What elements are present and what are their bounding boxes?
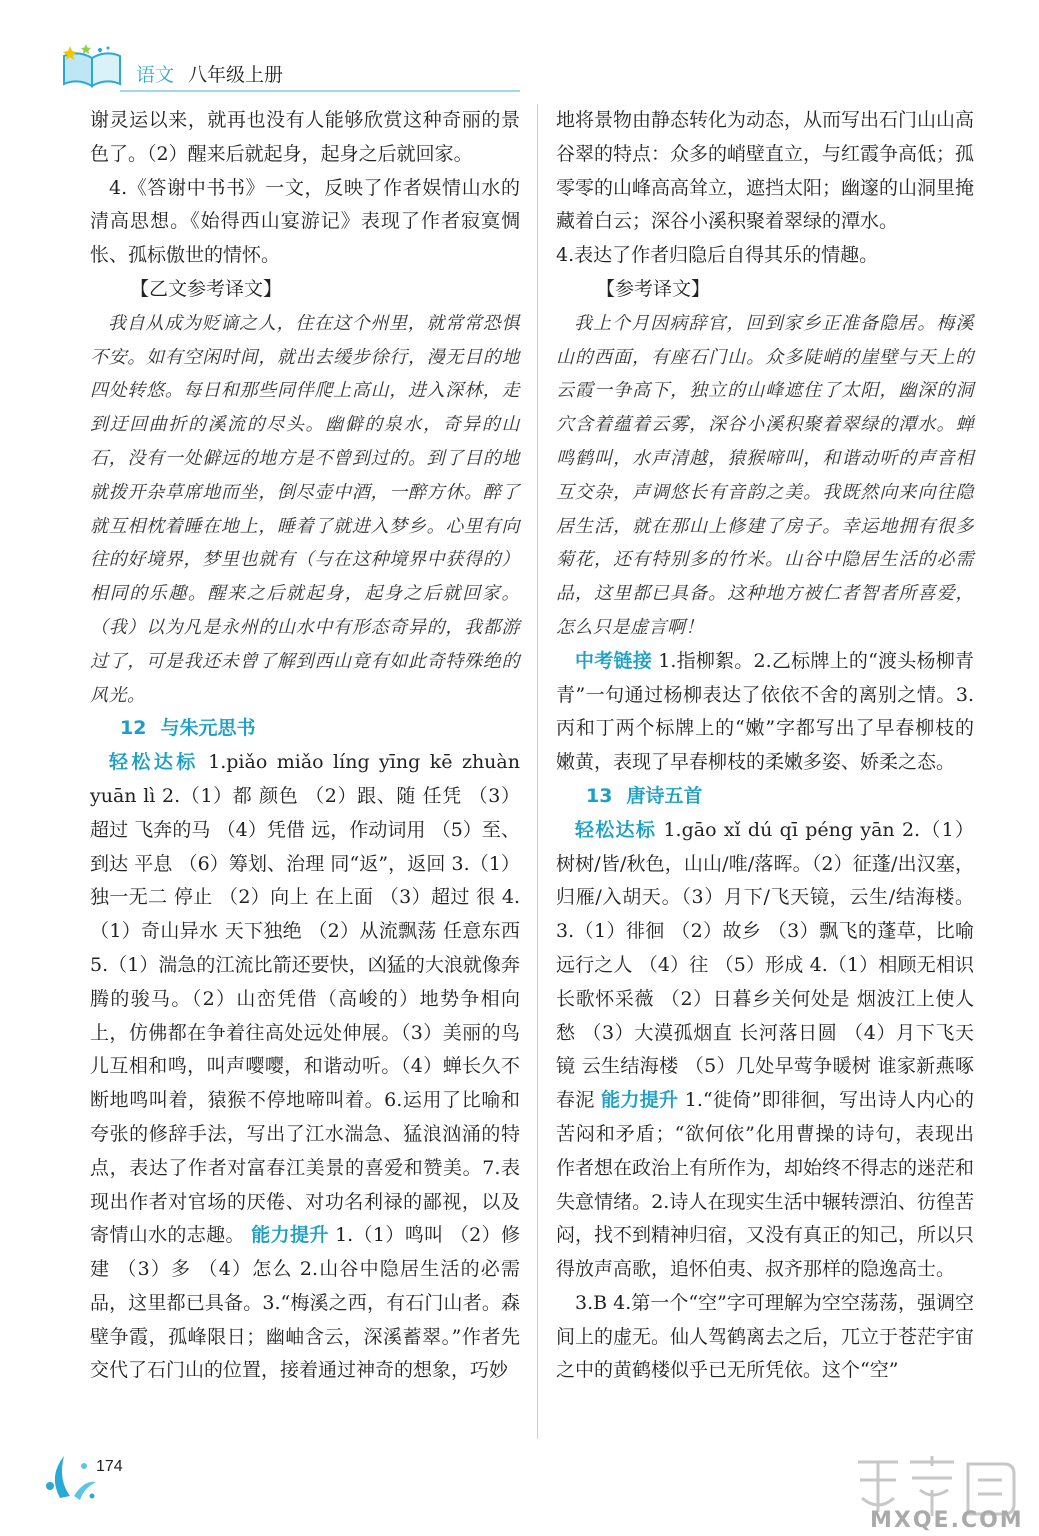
page-number: 174: [96, 1458, 123, 1475]
translation-text: 我自从成为贬谪之人，住在这个州里，就常常恐惧不安。如有空闲时间，就出去缓步徐行，漫无目的地四处转悠。每日和那些同伴爬上高山，进入深林，走到迂回曲折的溪流的尽头。幽僻的泉水，奇异的山石，没有一处僻远的地方是不曾到过的。到了目的地就拨开杂草席地而坐，倒尽壶中酒，一醉方休。醉了就互相枕着睡在地上，睡着了就进入梦乡。心里有向往的好境界，梦里也就有（与在这种境界中获得的）相同的乐趣。醒来之后就起身，起身之后就回家。（我）以为凡是永州的山水中有形态奇异的，我都游过了，可是我还未曾了解到西山竟有如此奇特殊绝的风光。: [90, 312, 520, 706]
section-title: 唐诗五首: [626, 784, 703, 807]
page-header: [60, 38, 520, 98]
answer-text: 1.（1）鸣叫 （2）修建 （3）多 （4）怎么 2.山谷中隐居生活的必需品，这里都已具备。3.“梅溪之西，有石门山者。森壁争霞，孤峰限日；幽岫含云，深溪蓄翠。”作者先交代了石门山的位置，接着通过神奇的想象，巧妙: [90, 1224, 520, 1382]
answer-block: [556, 814, 974, 1287]
answer-text: 1.piǎo miǎo líng yīng kē zhuàn yuān lì 2.（1）都 颜色 （2）跟、随 任凭 （3）超过 飞奔的马 （4）凭借 远，作动词用 （5）至、到达 平息 （6）筹划、治理 同“返”，返回 3.（1）独一无二 停止 （2）向上 在上面 （3）超过 很 4.（1）奇山异水 天下独绝 （2）从流飘荡 任意东西 5.（1）湍急的江流比箭还要快，凶猛的大浪就像奔腾的骏马。（2）山峦凭借（高峻的）地势争相向上，仿佛都在争着往高处远处伸展。（3）美丽的鸟儿互相和鸣，叫声嘤嘤，和谐动听。（4）蝉长久不断地鸣叫着，猿猴不停地啼叫着。6.运用了比喻和夸张的修辞手法，写出了江水湍急、猛浪汹涌的特点，表达了作者对富春江美景的喜爱和赞美。7.表现出作者对官场的厌倦、对功名利禄的鄙视，以及寄情山水的志趣。: [90, 751, 520, 1247]
section-heading: [90, 712, 520, 746]
label-improve: 能力提升: [251, 1224, 329, 1247]
label-improve: 能力提升: [601, 1089, 679, 1112]
label-easy: 轻松达标: [109, 751, 199, 774]
answer-text: 1.指柳絮。2.乙标牌上的“渡头杨柳青青”一句通过杨柳表达了依依不舍的离别之情。3.丙和丁两个标牌上的“嫩”字都写出了早春柳枝的嫩黄，表现了早春柳枝的柔嫩多姿、娇柔之态。: [556, 649, 974, 774]
answer-text: 1.gāo xǐ dú qī péng yān 2.（1）树树/皆/秋色，山山/唯/落晖。（2）征蓬/出汉塞，归雁/入胡天。（3）月下/飞天镜，云生/结海楼。3.（1）徘徊 （2）故乡 （3）飘飞的蓬草，比喻远行之人 （4）往 （5）形成 4.（1）相顾无相识 长歌怀采薇 （2）日暮乡关何处是 烟波江上使人愁 （3）大漠孤烟直 长河落日圆 （4）月下飞天镜 云生结海楼 （5）几处早莺争暖树 谁家新燕啄春泥: [556, 818, 975, 1112]
answer-block: [90, 746, 520, 1388]
watermark-url: MXQE.COM: [870, 1508, 1024, 1533]
grade-label: 八年级上册: [188, 64, 284, 86]
translation-heading: 【参考译文】: [596, 277, 711, 300]
book-title: [136, 60, 283, 87]
answer-block: [556, 645, 974, 780]
translation-text: 我上个月因病辞官，回到家乡正准备隐居。梅溪山的西面，有座石门山。众多陡峭的崖壁与天上的云霞一争高下，独立的山峰遮住了太阳，幽深的洞穴含着蕴着云雾，深谷小溪积聚着翠绿的潭水。蝉鸣鹤叫，水声清越，猿猴啼叫，和谐动听的声音相互交杂，声调悠长有音韵之美。我既然向来向往隐居生活，就在那山上修建了房子。幸运地拥有很多菊花，还有特别多的竹米。山谷中隐居生活的必需品，这里都已具备。这种地方被仁者智者所喜爱，怎么只是虚言啊！: [556, 312, 974, 638]
answer-paragraph: 4.《答谢中书书》一文，反映了作者娱情山水的清高思想。《始得西山宴游记》表现了作者寂寞惆怅、孤标傲世的情怀。: [90, 176, 520, 267]
section-title: 与朱元思书: [160, 717, 256, 740]
answer-paragraph: 3.B 4.第一个“空”字可理解为空空荡荡，强调空间上的虚无。仙人驾鹤离去之后，兀立于苍茫宇宙之中的黄鹤楼似乎已无所凭依。这个“空”: [556, 1291, 975, 1382]
label-easy: 轻松达标: [575, 818, 657, 841]
section-heading: [556, 780, 974, 814]
answer-text: 1.“徙倚”即徘徊，写出诗人内心的苦闷和矛盾；“欲何依”化用曹操的诗句，表现出作者想在政治上有所作为，却始终不得志的迷茫和失意情绪。2.诗人在现实生活中辗转漂泊、彷徨苦闷，找不到精神归宿，又没有真正的知己，所以只得放声高歌，追怀伯夷、叔齐那样的隐逸高士。: [556, 1089, 975, 1281]
section-number: 12: [120, 717, 147, 740]
splash-decoration-icon: [40, 1436, 100, 1506]
left-column: [90, 104, 520, 1388]
subject-label: 语文: [136, 64, 175, 86]
translation-heading: 【乙文参考译文】: [130, 277, 283, 300]
answer-paragraph: 地将景物由静态转化为动态，从而写出石门山山高谷翠的特点：众多的峭壁直立，与红霞争高低；孤零零的山峰高高耸立，遮挡太阳；幽邃的山洞里掩藏着白云；深谷小溪积聚着翠绿的潭水。: [556, 109, 975, 233]
open-book-icon: [60, 42, 126, 90]
column-divider: [537, 104, 538, 1439]
section-number: 13: [586, 784, 613, 807]
right-column: [556, 104, 974, 1388]
answer-paragraph: 谢灵运以来，就再也没有人能够欣赏这种奇丽的景色了。（2）醒来后就起身，起身之后就回家。: [90, 109, 520, 165]
label-link: 中考链接: [575, 649, 652, 672]
header-rule: [120, 90, 520, 92]
answer-paragraph: 4.表达了作者归隐后自得其乐的情趣。: [556, 244, 879, 267]
